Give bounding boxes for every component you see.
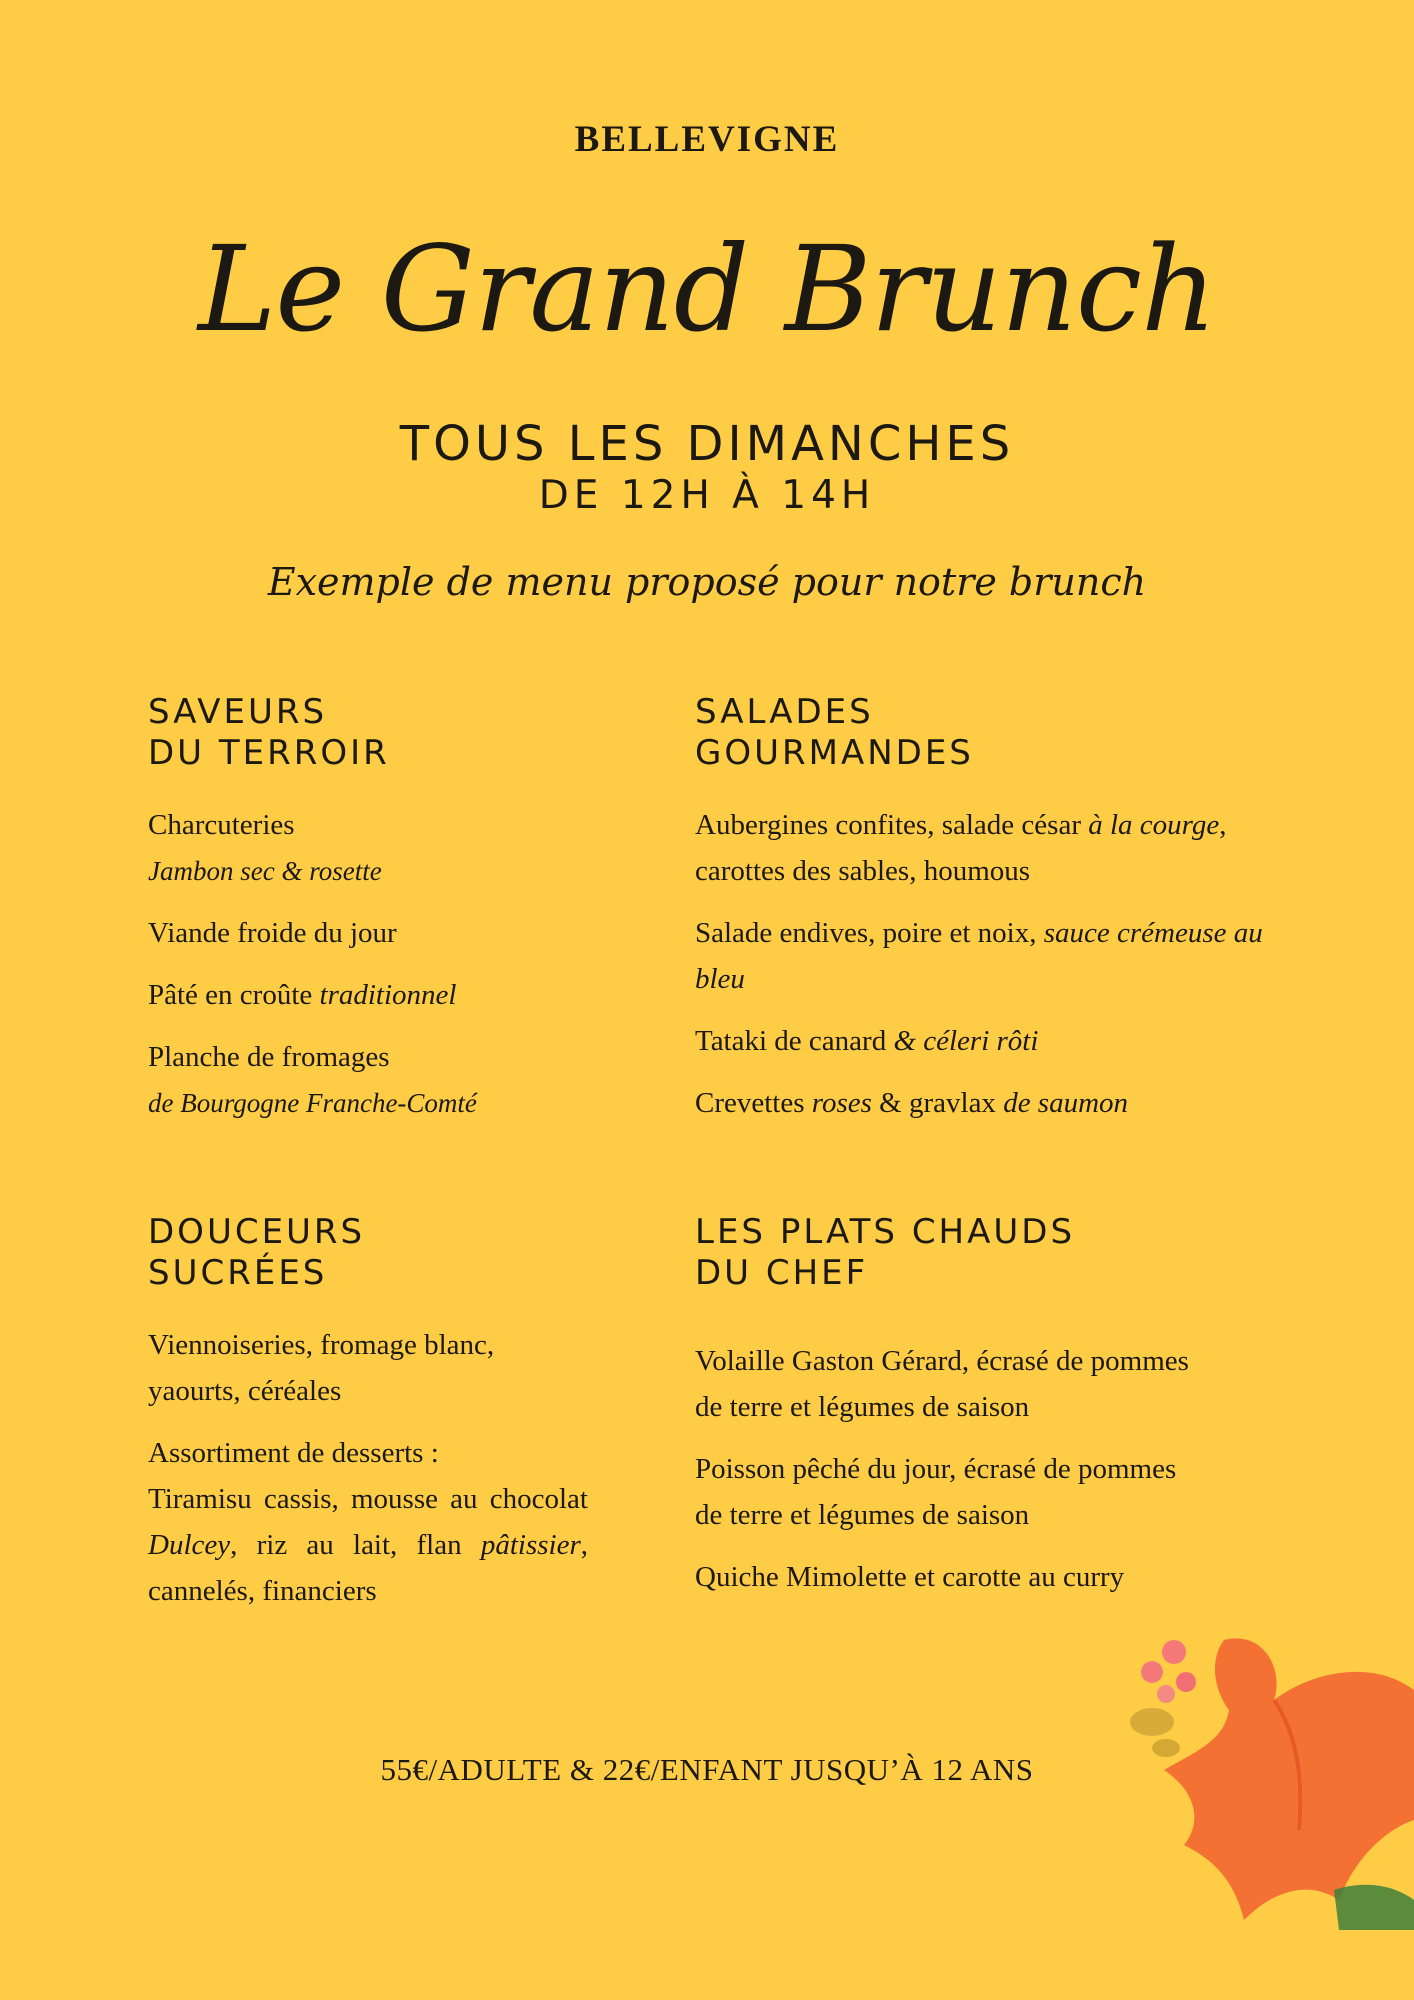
berry-shape: [1141, 1661, 1163, 1683]
menu-item-text: de terre et légumes de saison: [695, 1391, 1030, 1423]
menu-item: [148, 972, 588, 1018]
menu-item-detail: Dulcey: [148, 1529, 231, 1561]
menu-item-text: & gravlax: [871, 1087, 1004, 1119]
menu-item: [695, 802, 1285, 894]
menu-item-text: Pâté en croûte: [148, 979, 320, 1011]
menu-item: [695, 1338, 1285, 1430]
menu-item-detail: pâtissier: [480, 1529, 581, 1561]
menu-item: [148, 1322, 588, 1414]
menu-item-text: ,: [1219, 809, 1227, 841]
menu-item-text: Aubergines confites, salade césar: [695, 809, 1089, 841]
brand-name: BELLEVIGNE: [574, 119, 840, 160]
menu-item-text: Tiramisu cassis, mousse au chocolat: [148, 1483, 588, 1515]
menu-item-text: Quiche Mimolette et carotte au curry: [695, 1561, 1125, 1593]
menu-item-text: Crevettes: [695, 1087, 812, 1119]
menu-item-text: de terre et légumes de saison: [695, 1499, 1030, 1531]
menu-item-detail: de Bourgogne Franche-Comté: [148, 1088, 477, 1118]
menu-item: [695, 910, 1285, 1002]
menu-item-detail: Jambon sec & rosette: [148, 856, 382, 886]
section-title-line: GOURMANDES: [695, 733, 974, 773]
menu-item-detail: sauce crémeuse au bleu: [695, 917, 1263, 995]
section-saveurs-du-terroir: [148, 692, 588, 1142]
menu-item-detail: traditionnel: [319, 979, 457, 1011]
leaf-shape: [1334, 1885, 1414, 1930]
menu-item: [148, 1034, 588, 1126]
menu-item-text: Salade endives, poire et noix,: [695, 917, 1044, 949]
menu-item-detail: & céleri rôti: [893, 1025, 1039, 1057]
menu-item: [148, 1430, 588, 1614]
section-salades-gourmandes: [695, 692, 1285, 1142]
page-title: Le Grand Brunch: [198, 220, 1216, 358]
leaf-shape: [1152, 1739, 1180, 1757]
section-douceurs-sucrees: [148, 1212, 588, 1630]
menu-subtitle: Exemple de menu proposé pour notre brunch: [267, 560, 1147, 604]
berry-shape: [1176, 1672, 1196, 1692]
menu-item-text: Viande froide du jour: [148, 917, 397, 949]
section-title-line: SALADES: [695, 692, 874, 732]
menu-item-text: Volaille Gaston Gérard, écrasé de pommes: [695, 1345, 1189, 1377]
section-title: [148, 692, 588, 774]
leaf-shape: [1130, 1708, 1174, 1736]
menu-item-text: Assortiment de desserts :: [148, 1437, 439, 1469]
section-title-line: DOUCEURS: [148, 1212, 366, 1252]
menu-item: [695, 1446, 1285, 1538]
menu-item: [695, 1554, 1285, 1600]
menu-item-text: , cannelés, financiers: [148, 1529, 588, 1607]
berry-shape: [1157, 1685, 1175, 1703]
schedule-hours: DE 12H À 14H: [538, 473, 876, 518]
menu-item: [695, 1080, 1285, 1126]
section-title-line: SAVEURS: [148, 692, 328, 732]
menu-item-text: yaourts, céréales: [148, 1375, 342, 1407]
berry-shape: [1162, 1640, 1186, 1664]
flower-illustration: [1124, 1630, 1414, 1930]
menu-item-text: Charcuteries: [148, 809, 295, 841]
petal-shape: [1164, 1638, 1414, 1920]
menu-item: [148, 802, 588, 894]
section-title: [148, 1212, 588, 1294]
menu-item-detail: à la courge: [1088, 809, 1220, 841]
section-title-line: SUCRÉES: [148, 1253, 328, 1293]
menu-item-text: carottes des sables, houmous: [695, 855, 1031, 887]
section-title-line: DU CHEF: [695, 1253, 869, 1293]
section-title: [695, 692, 1285, 774]
menu-item-text: Viennoiseries, fromage blanc,: [148, 1329, 495, 1361]
menu-item-detail: de saumon: [1003, 1087, 1129, 1119]
menu-item: [148, 910, 588, 956]
menu-item-detail: roses: [811, 1087, 872, 1119]
section-title-line: LES PLATS CHAUDS: [695, 1212, 1076, 1252]
menu-item: [695, 1018, 1285, 1064]
section-plats-chauds: [695, 1212, 1285, 1616]
section-title-line: DU TERROIR: [148, 733, 390, 773]
schedule-days: TOUS LES DIMANCHES: [399, 416, 1015, 472]
menu-item-text: Poisson pêché du jour, écrasé de pommes: [695, 1453, 1177, 1485]
section-title: [695, 1212, 1285, 1294]
menu-item-text: Tataki de canard: [695, 1025, 894, 1057]
menu-item-text: Planche de fromages: [148, 1041, 390, 1073]
menu-item-text: , riz au lait, flan: [230, 1529, 481, 1561]
price-line: 55€/ADULTE & 22€/ENFANT JUSQU’À 12 ANS: [380, 1752, 1034, 1787]
